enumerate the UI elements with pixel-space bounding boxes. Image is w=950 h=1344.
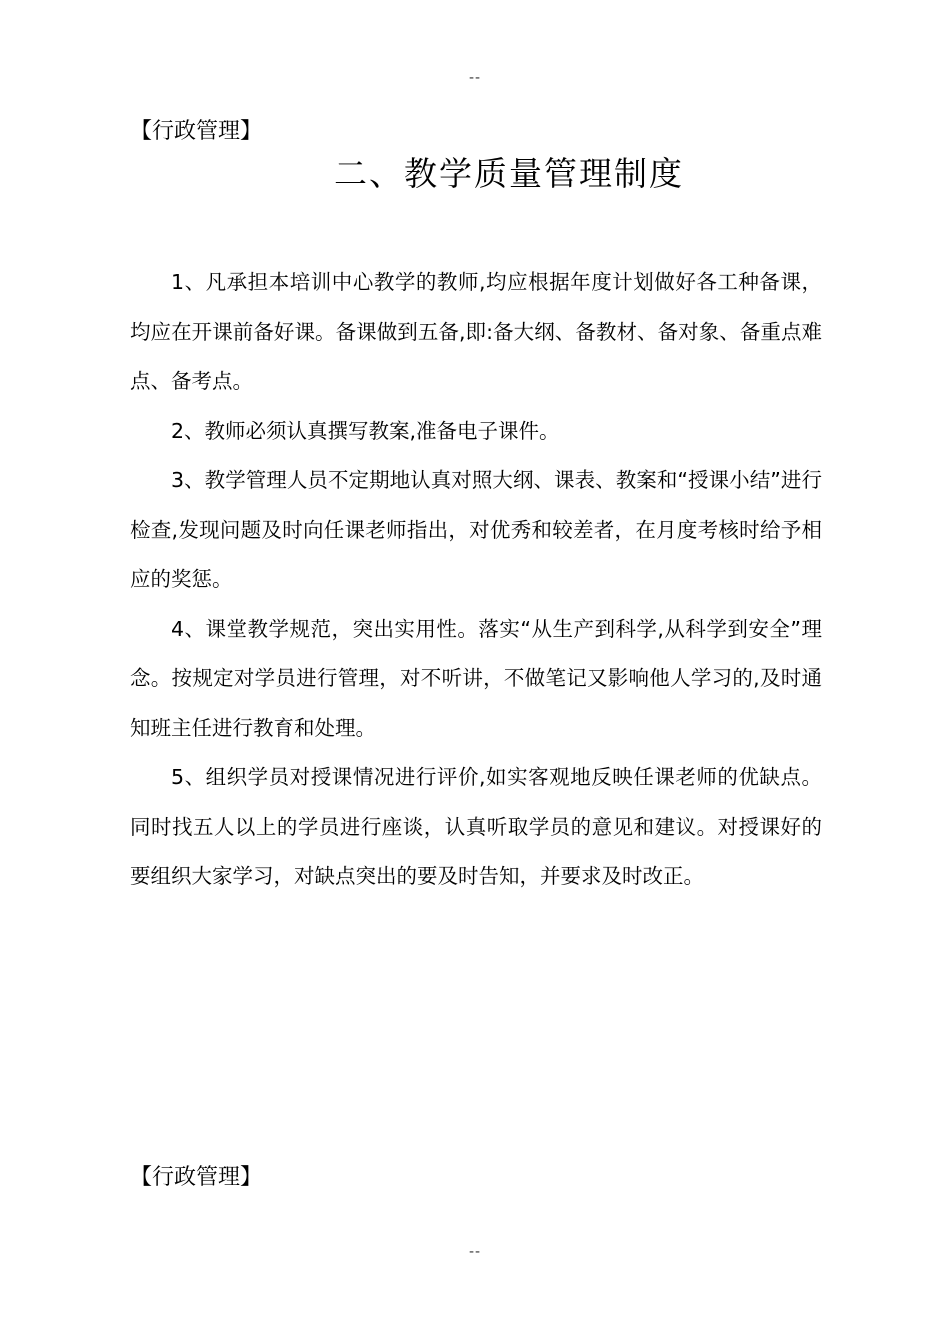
document-body [130,258,822,902]
page-bottom-marker: -- [468,1244,482,1260]
section-header-tag: 【行政管理】 [130,119,263,144]
footer-header-tag: 【行政管理】 [130,1165,263,1190]
paragraph-1: 1、凡承担本培训中心教学的教师,均应根据年度计划做好各工种备课，均应在开课前备好课。备课做到五备,即:备大纲、备教材、备对象、备重点难点、备考点。 [130,270,822,393]
paragraph-4: 4、课堂教学规范，突出实用性。落实“从生产到科学,从科学到安全”理念。按规定对学员进行管理，对不听讲，不做笔记又影响他人学习的,及时通知班主任进行教育和处理。 [130,616,822,740]
paragraph-2: 2、教师必须认真撰写教案,准备电子课件。 [171,418,560,443]
document-title: 二、教学质量管理制度 [334,154,684,193]
paragraph-5: 5、组织学员对授课情况进行评价,如实客观地反映任课老师的优缺点。同时找五人以上的学员进行座谈，认真听取学员的意见和建议。对授课好的要组织大家学习，对缺点突出的要及时告知，并要求及时改正。 [130,765,822,888]
paragraph-3: 3、教学管理人员不定期地认真对照大纲、课表、教案和“授课小结”进行检查,发现问题及时向任课老师指出，对优秀和较差者，在月度考核时给予相应的奖惩。 [130,468,822,591]
page-top-marker: -- [468,70,482,86]
